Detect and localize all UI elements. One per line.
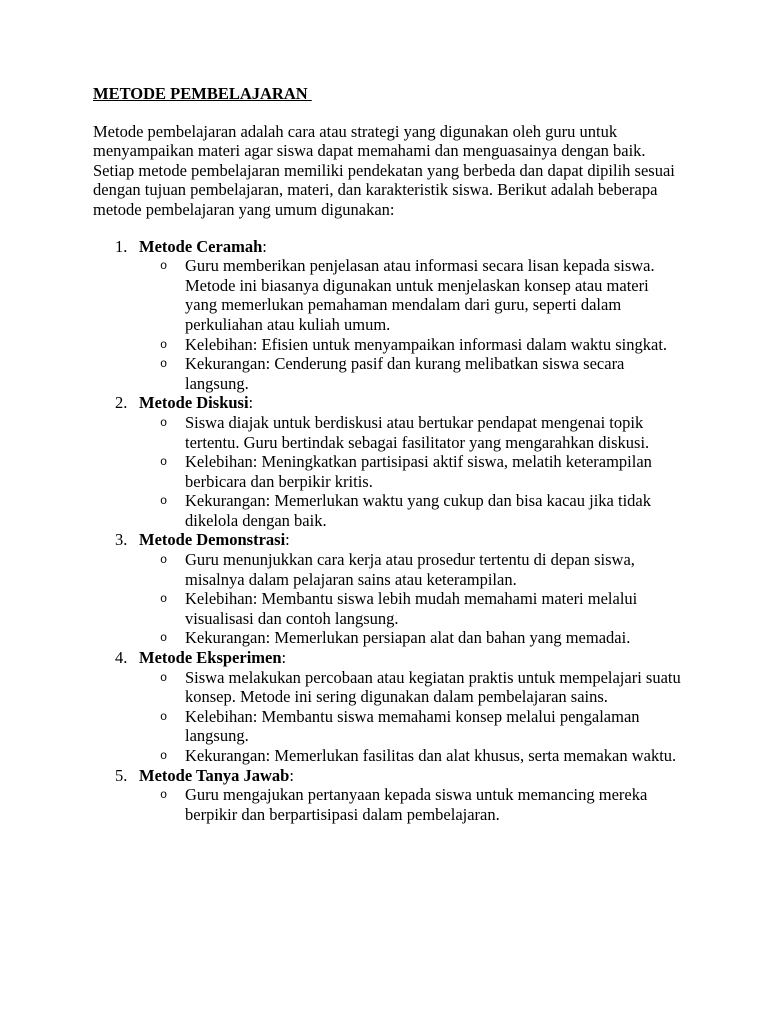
circle-bullet-icon: o (160, 749, 168, 763)
method-point (139, 354, 683, 393)
method-number: 3. (115, 530, 128, 550)
method-name: Metode Eksperimen (139, 648, 282, 668)
method-heading (139, 766, 683, 786)
method-points-list (139, 785, 683, 824)
circle-bullet-icon: o (160, 631, 168, 646)
circle-bullet-icon: o (160, 553, 168, 568)
method-point-text: Kekurangan: Memerlukan fasilitas dan alat khusus, serta memakan waktu. (185, 746, 677, 765)
method-point-text: Kelebihan: Efisien untuk menyampaikan informasi dalam waktu singkat. (185, 334, 668, 354)
method-point (139, 628, 683, 648)
intro-paragraph: Metode pembelajaran adalah cara atau strategi yang digunakan oleh guru untuk menyampaikan materi agar siswa dapat memahami dan menguasainya dengan baik. Setiap metode pembelajaran memiliki pendekatan yang berbeda dan dapat dipilih sesuai dengan tujuan pembelajaran, materi, dan karakteristik siswa. Berikut adalah beberapa metode pembelajaran yang umum digunakan: (93, 121, 675, 219)
methods-list (93, 237, 683, 825)
method-point-text: Siswa diajak untuk berdiskusi atau bertukar pendapat mengenai topik tertentu. Guru bertindak sebagai fasilitator yang mengarahkan diskusi. (185, 412, 650, 452)
method-name: Metode Ceramah (139, 236, 263, 256)
method-points-list (139, 668, 683, 766)
method-number: 4. (115, 648, 128, 668)
method-number: 5. (115, 765, 128, 785)
method-item (93, 530, 683, 648)
circle-bullet-icon: o (160, 259, 168, 274)
method-point-text: Kelebihan: Meningkatkan partisipasi aktif siswa, melatih keterampilan berbicara dan berpikir kritis. (185, 452, 652, 491)
method-heading (139, 648, 683, 668)
document-title: METODE PEMBELAJARAN (93, 84, 312, 103)
method-item (93, 648, 683, 766)
circle-bullet-icon: o (160, 357, 168, 372)
method-point-text: Kelebihan: Membantu siswa memahami konsep melalui pengalaman langsung. (185, 706, 640, 746)
method-colon: : (248, 393, 254, 413)
method-colon: : (285, 530, 290, 550)
method-points-list (139, 256, 683, 393)
circle-bullet-icon: o (160, 670, 168, 685)
document-body (93, 84, 683, 824)
method-points-list (139, 413, 683, 531)
method-point (139, 668, 683, 707)
circle-bullet-icon: o (160, 788, 168, 803)
method-item (93, 237, 683, 394)
method-point (139, 491, 683, 530)
method-number: 1. (115, 236, 128, 256)
method-point-text: Guru menunjukkan cara kerja atau prosedur tertentu di depan siswa, misalnya dalam pelajaran sains atau keterampilan. (185, 550, 635, 589)
method-item (93, 766, 683, 825)
circle-bullet-icon: o (160, 494, 168, 509)
circle-bullet-icon: o (160, 709, 168, 724)
method-name: Metode Demonstrasi (139, 530, 286, 550)
circle-bullet-icon: o (160, 415, 168, 430)
method-point (139, 707, 683, 746)
method-item (93, 393, 683, 530)
method-point-text: Guru mengajukan pertanyaan kepada siswa untuk memancing mereka berpikir dan berpartisipasi dalam pembelajaran. (185, 785, 648, 824)
method-point (139, 550, 683, 589)
method-point (139, 746, 683, 766)
method-point (139, 256, 683, 334)
method-point (139, 785, 683, 824)
method-colon: : (262, 236, 267, 256)
method-colon: : (289, 765, 294, 785)
method-point (139, 589, 683, 628)
method-colon: : (281, 648, 287, 668)
method-point-text: Kekurangan: Cenderung pasif dan kurang melibatkan siswa secara langsung. (185, 354, 625, 393)
method-point-text: Kekurangan: Memerlukan waktu yang cukup dan bisa kacau jika tidak dikelola dengan baik. (185, 491, 651, 530)
method-name: Metode Diskusi (139, 393, 249, 413)
method-heading (139, 393, 683, 413)
circle-bullet-icon: o (160, 337, 168, 352)
method-point-text: Kekurangan: Memerlukan persiapan alat dan bahan yang memadai. (185, 628, 631, 648)
method-number: 2. (115, 393, 128, 413)
method-point-text: Kelebihan: Membantu siswa lebih mudah memahami materi melalui visualisasi dan contoh langsung. (185, 589, 638, 628)
method-heading (139, 237, 683, 257)
circle-bullet-icon: o (160, 455, 168, 470)
method-point-text: Guru memberikan penjelasan atau informasi secara lisan kepada siswa. Metode ini biasanya digunakan untuk menjelaskan konsep atau materi yang memerlukan pemahaman mendalam dari guru, seperti dalam perkuliahan atau kuliah umum. (185, 256, 655, 334)
method-name: Metode Tanya Jawab (139, 765, 290, 785)
method-points-list (139, 550, 683, 648)
method-point (139, 335, 683, 355)
method-point (139, 452, 683, 491)
method-heading (139, 530, 683, 550)
method-point (139, 413, 683, 452)
method-point-text: Siswa melakukan percobaan atau kegiatan praktis untuk mempelajari suatu konsep. Metode ini sering digunakan dalam pembelajaran sains. (185, 667, 681, 707)
circle-bullet-icon: o (160, 592, 168, 607)
